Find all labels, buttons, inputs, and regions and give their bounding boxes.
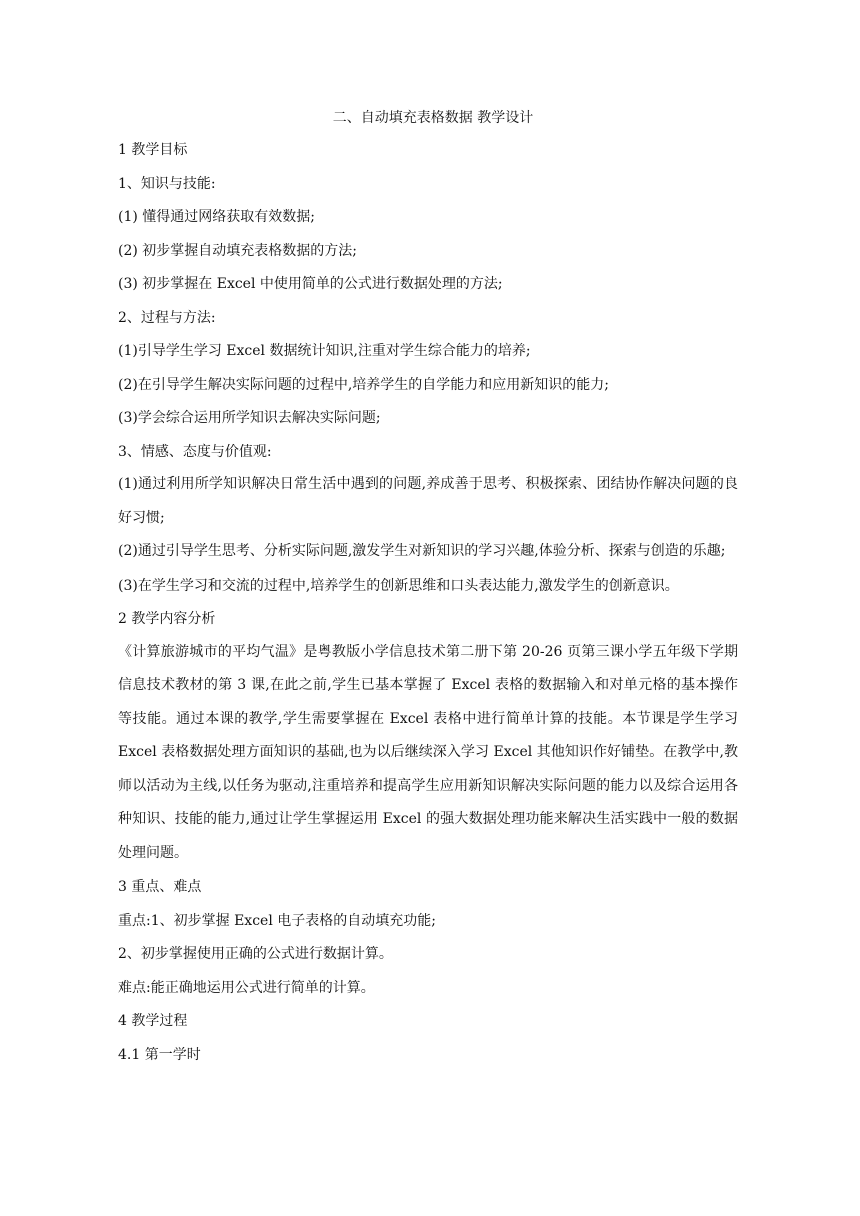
subheading-process-methods: 2、过程与方法: bbox=[118, 309, 216, 326]
list-item: (3)在学生学习和交流的过程中,培养学生的创新思维和口头表达能力,激发学生的创新意识。 bbox=[118, 577, 679, 594]
section-heading-teaching-process: 4 教学过程 bbox=[118, 1013, 188, 1029]
key-point-line: 重点:1、初步掌握 Excel 电子表格的自动填充功能; bbox=[118, 912, 436, 929]
section-heading-content-analysis: 2 教学内容分析 bbox=[118, 611, 216, 627]
list-item: (1) 懂得通过网络获取有效数据; bbox=[118, 209, 315, 225]
document-page bbox=[118, 108, 738, 1078]
list-item: (3) 初步掌握在 Excel 中使用简单的公式进行数据处理的方法; bbox=[118, 276, 503, 292]
list-item: (1)通过利用所学知识解决日常生活中遇到的问题,养成善于思考、积极探索、团结协作解决问题的良好习惯; bbox=[118, 476, 738, 526]
content-analysis-paragraph: 《计算旅游城市的平均气温》是粤教版小学信息技术第二册下第 20-26 页第三课小学五年级下学期信息技术教材的第 3 课,在此之前,学生已基本掌握了 Excel 表格的数据输入和对单元格的基本操作等技能。通过本课的教学,学生需要掌握在 Excel 表格中进行简单计算的技能。本节课是学生学习 Excel 表格数据处理方面知识的基础,也为以后继续深入学习 Excel 其他知识作好铺垫。在教学中,教师以活动为主线,以任务为驱动,注重培养和提高学生应用新知识解决实际问题的能力以及综合运用各种知识、技能的能力,通过让学生掌握运用 Excel 的强大数据处理功能来解决生活实践中一般的数据处理问题。 bbox=[118, 643, 738, 861]
list-item: (2)在引导学生解决实际问题的过程中,培养学生的自学能力和应用新知识的能力; bbox=[118, 376, 609, 393]
list-item: (1)引导学生学习 Excel 数据统计知识,注重对学生综合能力的培养; bbox=[118, 343, 531, 359]
subheading-knowledge-skills: 1、知识与技能: bbox=[118, 175, 216, 192]
section-heading-objectives: 1 教学目标 bbox=[118, 142, 188, 158]
section-heading-key-points: 3 重点、难点 bbox=[118, 879, 202, 895]
document-title: 二、自动填充表格数据 教学设计 bbox=[332, 110, 534, 126]
difficulty-line: 难点:能正确地运用公式进行简单的计算。 bbox=[118, 979, 375, 996]
subheading-emotions-values: 3、情感、态度与价值观: bbox=[118, 443, 272, 460]
subheading-first-period: 4.1 第一学时 bbox=[118, 1046, 201, 1063]
list-item: (2)通过引导学生思考、分析实际问题,激发学生对新知识的学习兴趣,体验分析、探索与创造的乐趣; bbox=[118, 543, 726, 560]
list-item: (3)学会综合运用所学知识去解决实际问题; bbox=[118, 410, 381, 426]
key-point-line: 2、初步掌握使用正确的公式进行数据计算。 bbox=[118, 946, 393, 962]
list-item: (2) 初步掌握自动填充表格数据的方法; bbox=[118, 242, 357, 259]
